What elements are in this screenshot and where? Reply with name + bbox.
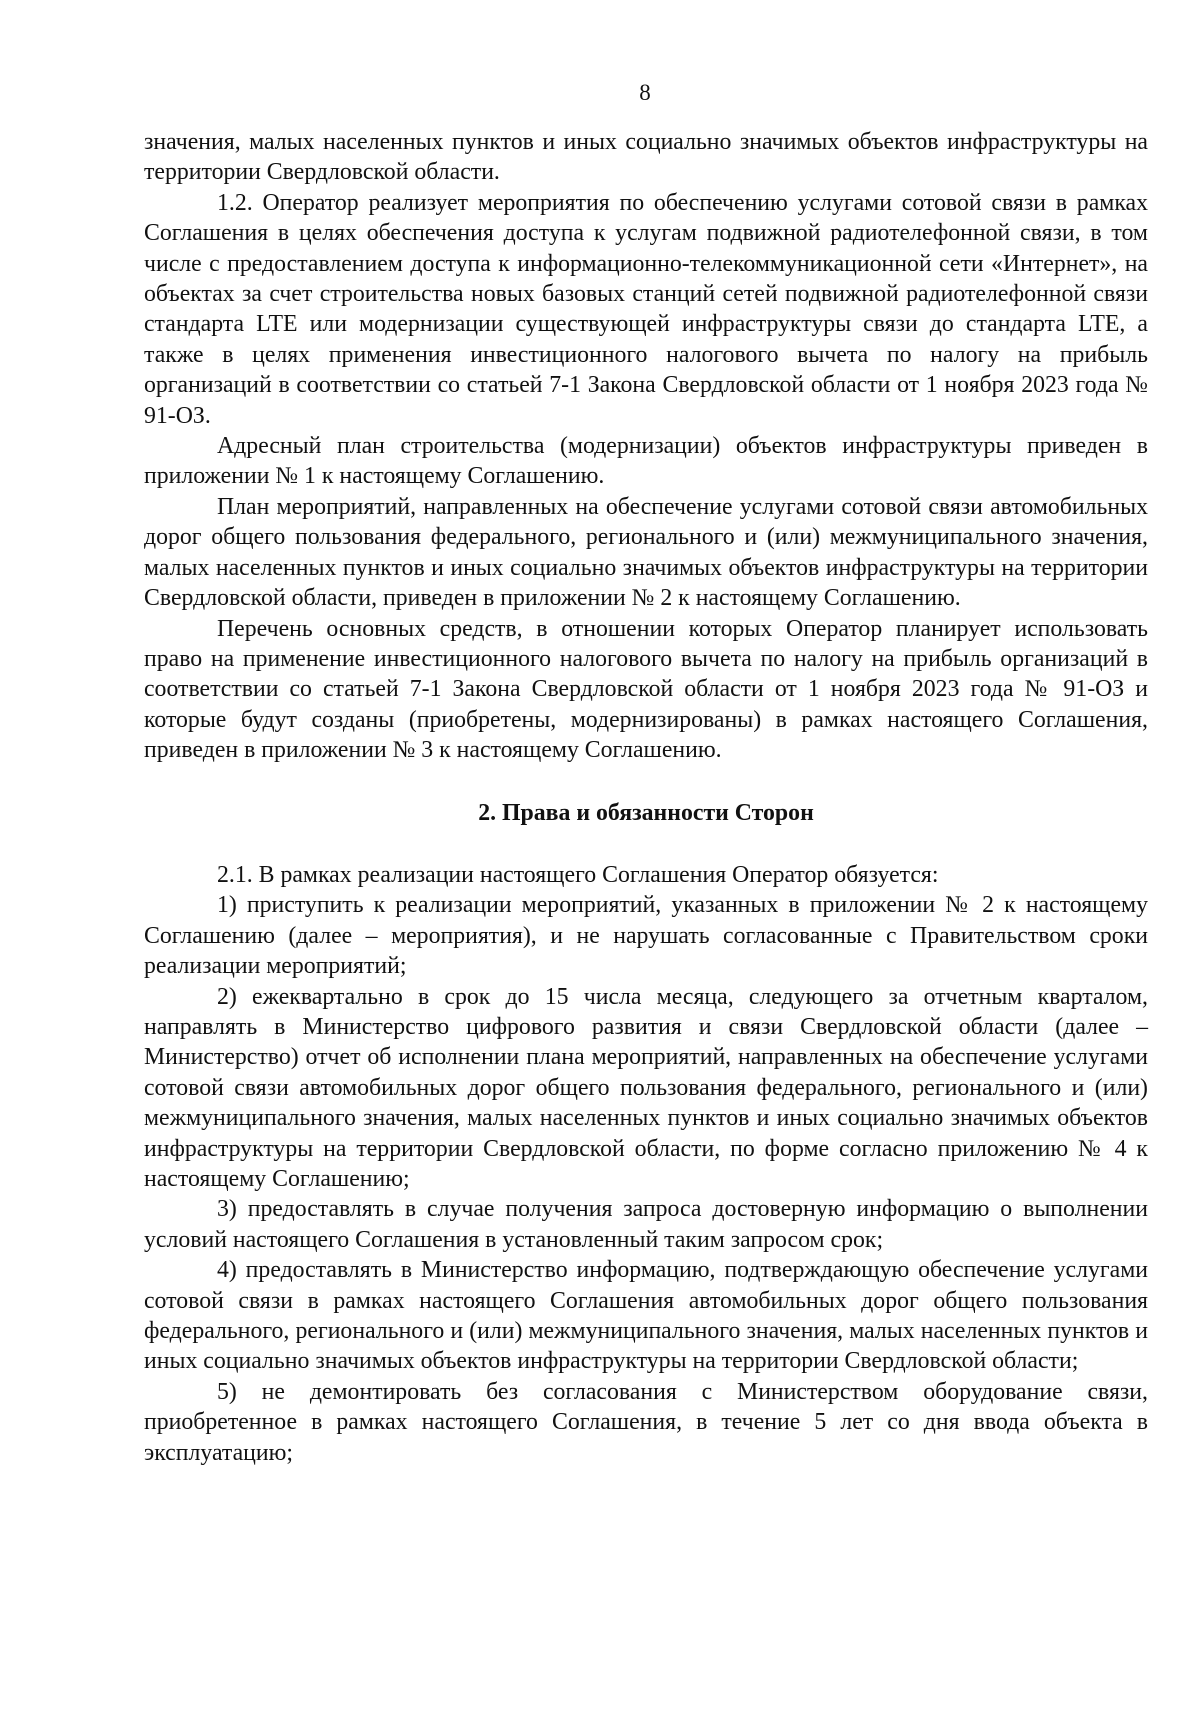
paragraph-2-1: 2.1. В рамках реализации настоящего Соглашения Оператор обязуется: [217, 861, 939, 888]
paragraph-address-plan: Адресный план строительства (модернизации) объектов инфраструктуры приведен в приложении № 1 к настоящему Соглашению. [144, 433, 1148, 490]
paragraph-action-plan: План мероприятий, направленных на обеспечение услугами сотовой связи автомобильных дорог общего пользования федерального, регионального и (или) межмуниципального значения, малых населенных пунктов и иных социально значимых объектов инфраструктуры на территории Свердловской области, приведен в приложении № 2 к настоящему Соглашению. [144, 493, 1148, 612]
paragraph-continuation: значения, малых населенных пунктов и иных социально значимых объектов инфраструктуры на территории Свердловской области. [144, 129, 1148, 186]
list-item-2: 2) ежеквартально в срок до 15 числа месяца, следующего за отчетным кварталом, направлять в Министерство цифрового развития и связи Свердловской области (далее – Министерство) отчет об исполнении плана мероприятий, направленных на обеспечение услугами сотовой связи автомобильных дорог общего пользования федерального, регионального и (или) межмуниципального значения, малых населенных пунктов и иных социально значимых объектов инфраструктуры на территории Свердловской области, по форме согласно приложению № 4 к настоящему Соглашению; [144, 983, 1148, 1192]
list-item-5: 5) не демонтировать без согласования с Министерством оборудование связи, приобретенное в рамках настоящего Соглашения, в течение 5 лет со дня ввода объекта в эксплуатацию; [144, 1378, 1148, 1466]
page-number: 8 [639, 80, 651, 105]
document-body [144, 127, 1148, 1468]
list-item-1: 1) приступить к реализации мероприятий, указанных в приложении № 2 к настоящему Соглашению (далее – мероприятия), и не нарушать согласованные с Правительством сроки реализации мероприятий; [144, 892, 1148, 980]
section-heading: 2. Права и обязанности Сторон [478, 799, 814, 826]
paragraph-1-2: 1.2. Оператор реализует мероприятия по обеспечению услугами сотовой связи в рамках Соглашения в целях обеспечения доступа к услугам подвижной радиотелефонной связи, в том числе с предоставлением доступа к информационно-телекоммуникационной сети «Интернет», на объектах за счет строительства новых базовых станций сетей подвижной радиотелефонной связи стандарта LTE или модернизации существующей инфраструктуры связи до стандарта LTE, а также в целях применения инвестиционного налогового вычета по налогу на прибыль организаций в соответствии со статьей 7-1 Закона Свердловской области от 1 ноября 2023 года № 91-ОЗ. [144, 189, 1148, 429]
list-item-4: 4) предоставлять в Министерство информацию, подтверждающую обеспечение услугами сотовой связи в рамках настоящего Соглашения автомобильных дорог общего пользования федерального, регионального и (или) межмуниципального значения, малых населенных пунктов и иных социально значимых объектов инфраструктуры на территории Свердловской области; [144, 1257, 1148, 1375]
list-item-3: 3) предоставлять в случае получения запроса достоверную информацию о выполнении условий настоящего Соглашения в установленный таким запросом срок; [144, 1196, 1148, 1253]
paragraph-fixed-assets-list: Перечень основных средств, в отношении которых Оператор планирует использовать право на применение инвестиционного налогового вычета по налогу на прибыль организаций в соответствии со статьей 7-1 Закона Свердловской области от 1 ноября 2023 года № 91-ОЗ и которые будут созданы (приобретены, модернизированы) в рамках настоящего Соглашения, приведен в приложении № 3 к настоящему Соглашению. [144, 615, 1148, 764]
